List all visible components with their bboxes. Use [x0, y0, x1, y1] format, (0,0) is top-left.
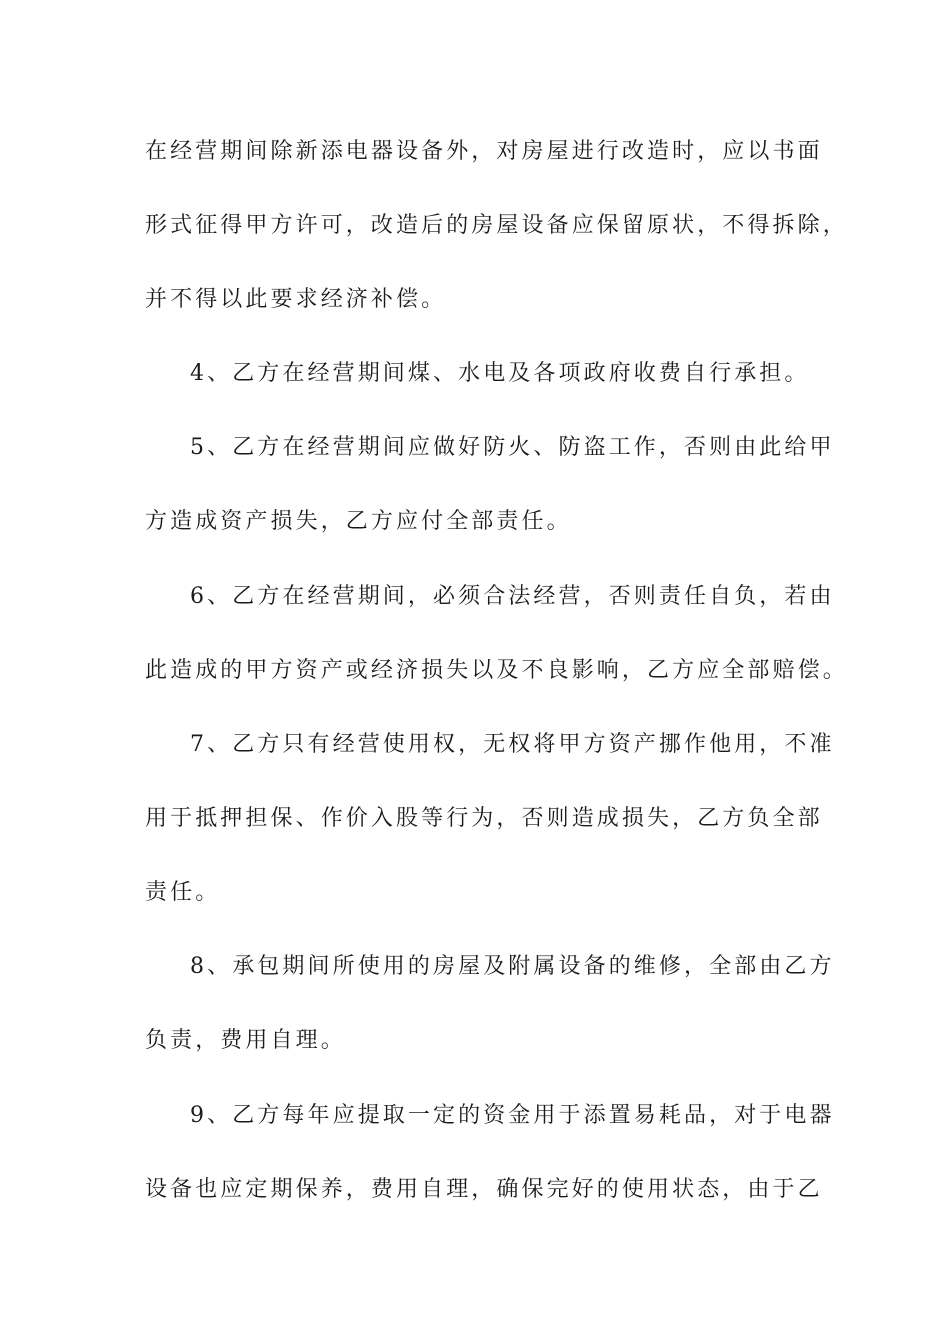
text-line: 方造成资产损失，乙方应付全部责任。 [145, 509, 572, 534]
text-line: 责任。 [145, 880, 221, 905]
clause-7: 7、乙方只有经营使用权，无权将甲方资产挪作他用，不准 [190, 732, 835, 757]
clause-9: 9、乙方每年应提取一定的资金用于添置易耗品，对于电器 [190, 1103, 835, 1128]
text-line: 负责，费用自理。 [145, 1028, 346, 1053]
text-line: 并不得以此要求经济补偿。 [145, 287, 447, 312]
clause-8: 8、承包期间所使用的房屋及附属设备的维修，全部由乙方 [190, 954, 835, 979]
text-line: 此造成的甲方资产或经济损失以及不良影响，乙方应全部赔偿。 [145, 658, 848, 683]
text-line: 用于抵押担保、作价入股等行为，否则造成损失，乙方负全部 [145, 806, 823, 831]
text-line: 在经营期间除新添电器设备外，对房屋进行改造时，应以书面 [145, 139, 823, 164]
clause-6: 6、乙方在经营期间，必须合法经营，否则责任自负，若由 [190, 584, 835, 609]
clause-5: 5、乙方在经营期间应做好防火、防盗工作，否则由此给甲 [190, 435, 835, 460]
text-line: 设备也应定期保养，费用自理，确保完好的使用状态，由于乙 [145, 1177, 823, 1202]
text-line: 形式征得甲方许可，改造后的房屋设备应保留原状，不得拆除， [145, 213, 848, 238]
clause-4: 4、乙方在经营期间煤、水电及各项政府收费自行承担。 [190, 361, 810, 386]
